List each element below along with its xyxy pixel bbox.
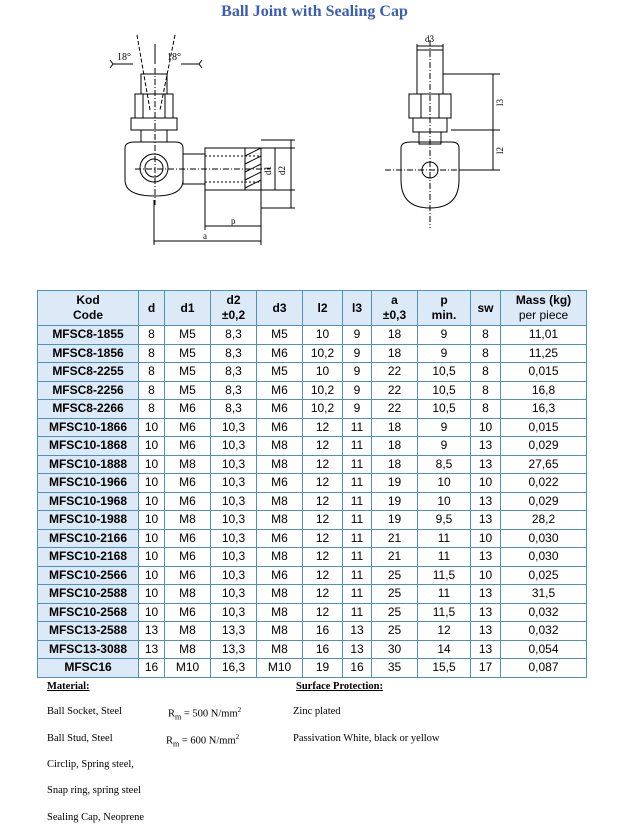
table-header-row: [38, 291, 587, 326]
table-cell: 11: [343, 603, 372, 622]
table-body: [38, 326, 587, 678]
table-cell: 13: [471, 437, 501, 456]
table-cell: 10,2: [303, 344, 343, 363]
table-cell: 10,3: [211, 603, 257, 622]
material-heading: Material:: [47, 681, 90, 692]
table-cell: 8: [139, 381, 165, 400]
table-cell: M6: [165, 566, 211, 585]
table-cell: 11: [343, 548, 372, 567]
table-cell: 10,3: [211, 548, 257, 567]
table-cell: 13: [471, 622, 501, 641]
table-cell: 10,3: [211, 455, 257, 474]
table-cell: 10,3: [211, 474, 257, 493]
table-cell: M8: [165, 511, 211, 530]
table-cell: 10: [139, 585, 165, 604]
table-cell: 8,5: [418, 455, 471, 474]
table-cell: 25: [372, 585, 418, 604]
table-row: [38, 381, 587, 400]
d3-label: d3: [425, 34, 434, 44]
table-cell: M8: [257, 455, 303, 474]
table-cell: M6: [165, 603, 211, 622]
table-cell: 9: [343, 344, 372, 363]
table-cell: 16,3: [501, 400, 587, 419]
table-cell: 10,3: [211, 437, 257, 456]
table-cell: 8,3: [211, 344, 257, 363]
table-cell: 17: [471, 659, 501, 678]
product-code-cell: MFSC8-2256: [38, 381, 139, 400]
table-cell: 12: [303, 603, 343, 622]
table-cell: 16,3: [211, 659, 257, 678]
table-cell: 18: [372, 326, 418, 345]
table-cell: M5: [165, 381, 211, 400]
table-cell: 12: [303, 455, 343, 474]
table-cell: 16,8: [501, 381, 587, 400]
table-cell: 35: [372, 659, 418, 678]
table-cell: M8: [257, 622, 303, 641]
table-cell: 13: [471, 585, 501, 604]
column-header: p min.: [418, 291, 471, 326]
product-code-cell: MFSC10-1968: [38, 492, 139, 511]
table-cell: 11: [418, 529, 471, 548]
table-cell: M8: [257, 437, 303, 456]
table-cell: 12: [303, 418, 343, 437]
table-cell: 19: [372, 474, 418, 493]
table-cell: 10,5: [418, 363, 471, 382]
table-cell: M6: [165, 400, 211, 419]
table-cell: 0,032: [501, 603, 587, 622]
table-cell: M6: [257, 529, 303, 548]
table-cell: M8: [165, 585, 211, 604]
table-cell: 10,3: [211, 492, 257, 511]
l2-label: l2: [495, 146, 505, 154]
table-cell: M8: [257, 548, 303, 567]
table-cell: 11: [343, 511, 372, 530]
column-header: l2: [303, 291, 343, 326]
table-cell: M6: [165, 548, 211, 567]
product-code-cell: MFSC13-2588: [38, 622, 139, 641]
table-row: [38, 603, 587, 622]
table-cell: 0,087: [501, 659, 587, 678]
table-cell: 0,030: [501, 548, 587, 567]
table-cell: 8: [471, 363, 501, 382]
table-cell: 13: [139, 640, 165, 659]
table-row: [38, 622, 587, 641]
table-cell: 11: [343, 585, 372, 604]
table-cell: 18: [372, 418, 418, 437]
table-cell: M10: [165, 659, 211, 678]
table-cell: 18: [372, 344, 418, 363]
table-row: [38, 548, 587, 567]
table-cell: 0,015: [501, 363, 587, 382]
column-header: Mass (kg) per piece: [501, 291, 587, 326]
product-code-cell: MFSC8-2255: [38, 363, 139, 382]
table-row: [38, 474, 587, 493]
table-row: [38, 363, 587, 382]
table-cell: 8: [471, 344, 501, 363]
table-cell: 12: [303, 474, 343, 493]
table-cell: 12: [303, 511, 343, 530]
ball-stud-text: Ball Stud, Steel: [47, 733, 113, 744]
table-cell: M6: [165, 529, 211, 548]
table-cell: 25: [372, 566, 418, 585]
angle-right-label: 18°: [167, 52, 181, 63]
product-code-cell: MFSC16: [38, 659, 139, 678]
table-cell: 28,2: [501, 511, 587, 530]
table-cell: 10,2: [303, 400, 343, 419]
table-cell: 12: [303, 566, 343, 585]
table-cell: 11: [343, 455, 372, 474]
spec-table: [37, 290, 587, 678]
product-code-cell: MFSC8-1856: [38, 344, 139, 363]
table-cell: 13: [471, 640, 501, 659]
circlip-text: Circlip, Spring steel,: [47, 759, 134, 770]
table-cell: 0,029: [501, 492, 587, 511]
table-cell: 10: [139, 437, 165, 456]
table-cell: M6: [257, 381, 303, 400]
table-cell: 11: [343, 492, 372, 511]
table-cell: M8: [165, 622, 211, 641]
column-header: l3: [343, 291, 372, 326]
table-row: [38, 659, 587, 678]
table-cell: 10,5: [418, 400, 471, 419]
table-cell: M6: [257, 566, 303, 585]
table-cell: 19: [303, 659, 343, 678]
table-row: [38, 455, 587, 474]
table-cell: 8: [471, 400, 501, 419]
passivation-text: Passivation White, black or yellow: [293, 733, 440, 744]
table-cell: 10: [471, 418, 501, 437]
table-cell: M5: [257, 326, 303, 345]
table-cell: 13: [139, 622, 165, 641]
table-cell: M10: [257, 659, 303, 678]
table-cell: 10: [139, 418, 165, 437]
surface-heading: Surface Protection:: [296, 681, 383, 692]
table-cell: 10: [139, 511, 165, 530]
product-code-cell: MFSC13-3088: [38, 640, 139, 659]
ball-socket-text: Ball Socket, Steel: [47, 706, 122, 717]
product-code-cell: MFSC8-2266: [38, 400, 139, 419]
table-cell: M8: [257, 585, 303, 604]
table-cell: 10: [418, 474, 471, 493]
table-cell: 12: [303, 529, 343, 548]
table-cell: 9: [343, 381, 372, 400]
table-cell: 11: [343, 437, 372, 456]
table-cell: M6: [165, 474, 211, 493]
table-cell: 8: [139, 326, 165, 345]
table-cell: 10,3: [211, 566, 257, 585]
table-cell: M6: [257, 400, 303, 419]
table-cell: 8,3: [211, 400, 257, 419]
table-cell: 0,029: [501, 437, 587, 456]
table-cell: 9: [343, 400, 372, 419]
product-code-cell: MFSC10-1966: [38, 474, 139, 493]
table-cell: 31,5: [501, 585, 587, 604]
table-cell: 10: [303, 363, 343, 382]
table-cell: 16: [139, 659, 165, 678]
table-cell: 0,025: [501, 566, 587, 585]
table-cell: 13: [343, 640, 372, 659]
product-code-cell: MFSC10-2566: [38, 566, 139, 585]
ball-joint-drawing: [95, 30, 515, 250]
table-cell: 12: [303, 585, 343, 604]
column-header: d1: [165, 291, 211, 326]
table-cell: 10: [139, 474, 165, 493]
table-cell: 9: [418, 418, 471, 437]
table-cell: 0,030: [501, 529, 587, 548]
table-row: [38, 437, 587, 456]
table-cell: 15,5: [418, 659, 471, 678]
column-header: d3: [257, 291, 303, 326]
table-row: [38, 492, 587, 511]
table-cell: 8: [471, 326, 501, 345]
table-cell: 10: [139, 492, 165, 511]
table-cell: 11: [343, 418, 372, 437]
table-cell: M6: [257, 418, 303, 437]
table-cell: 10,3: [211, 511, 257, 530]
table-cell: 21: [372, 548, 418, 567]
table-row: [38, 400, 587, 419]
page-title: Ball Joint with Sealing Cap: [221, 3, 408, 20]
table-row: [38, 326, 587, 345]
table-cell: 10: [303, 326, 343, 345]
table-cell: 10: [139, 603, 165, 622]
table-cell: 8: [139, 400, 165, 419]
table-cell: 12: [303, 437, 343, 456]
table-cell: 13: [343, 622, 372, 641]
table-cell: 11: [343, 474, 372, 493]
table-cell: 13,3: [211, 622, 257, 641]
table-cell: 12: [418, 622, 471, 641]
ball-socket-rm: $R_m = 500$ $N/mm^2$: [168, 706, 242, 722]
table-cell: 21: [372, 529, 418, 548]
table-cell: 10,5: [418, 381, 471, 400]
table-cell: 30: [372, 640, 418, 659]
table-cell: 10,2: [303, 381, 343, 400]
product-code-cell: MFSC10-2166: [38, 529, 139, 548]
table-cell: M8: [257, 511, 303, 530]
table-cell: 10: [471, 529, 501, 548]
table-cell: 12: [303, 548, 343, 567]
table-cell: M5: [165, 344, 211, 363]
table-cell: 10: [471, 566, 501, 585]
table-cell: 0,015: [501, 418, 587, 437]
table-row: [38, 418, 587, 437]
table-cell: 11,5: [418, 603, 471, 622]
table-cell: 10: [139, 529, 165, 548]
table-row: [38, 344, 587, 363]
table-cell: M8: [257, 492, 303, 511]
column-header: a ±0,3: [372, 291, 418, 326]
product-code-cell: MFSC10-2568: [38, 603, 139, 622]
table-cell: 0,032: [501, 622, 587, 641]
table-cell: 19: [372, 492, 418, 511]
table-cell: 11: [418, 585, 471, 604]
table-cell: 27,65: [501, 455, 587, 474]
table-cell: M5: [165, 326, 211, 345]
product-code-cell: MFSC10-1868: [38, 437, 139, 456]
table-cell: 10: [471, 474, 501, 493]
table-cell: 10,3: [211, 529, 257, 548]
product-code-cell: MFSC8-1855: [38, 326, 139, 345]
table-cell: 13: [471, 548, 501, 567]
table-cell: M6: [165, 492, 211, 511]
table-cell: 13: [471, 492, 501, 511]
table-cell: 11,25: [501, 344, 587, 363]
table-cell: 8: [139, 344, 165, 363]
table-cell: M6: [165, 418, 211, 437]
table-cell: 8: [471, 381, 501, 400]
table-cell: 9: [418, 344, 471, 363]
d1-label: d1: [263, 166, 273, 175]
table-cell: 9: [418, 437, 471, 456]
table-cell: 12: [303, 492, 343, 511]
product-code-cell: MFSC10-1988: [38, 511, 139, 530]
table-row: [38, 511, 587, 530]
table-cell: 11: [343, 529, 372, 548]
table-cell: 25: [372, 603, 418, 622]
table-cell: 9: [343, 363, 372, 382]
table-cell: M8: [257, 603, 303, 622]
table-row: [38, 529, 587, 548]
table-row: [38, 566, 587, 585]
table-cell: 9: [343, 326, 372, 345]
table-cell: 10: [418, 492, 471, 511]
table-cell: 8,3: [211, 381, 257, 400]
table-cell: M8: [165, 640, 211, 659]
table-cell: 0,022: [501, 474, 587, 493]
table-cell: 22: [372, 381, 418, 400]
table-cell: 19: [372, 511, 418, 530]
table-cell: 8: [139, 363, 165, 382]
table-cell: 9: [418, 326, 471, 345]
table-cell: 11,01: [501, 326, 587, 345]
table-cell: 22: [372, 363, 418, 382]
product-code-cell: MFSC10-1888: [38, 455, 139, 474]
product-code-cell: MFSC10-1866: [38, 418, 139, 437]
angle-left-label: 18°: [117, 52, 131, 63]
snap-ring-text: Snap ring, spring steel: [47, 785, 141, 796]
table-cell: 10,3: [211, 585, 257, 604]
table-cell: 8,3: [211, 326, 257, 345]
table-cell: 14: [418, 640, 471, 659]
table-cell: M5: [257, 363, 303, 382]
table-cell: M8: [257, 640, 303, 659]
ball-stud-rm: $R_m = 600$ $N/mm^2$: [166, 733, 240, 749]
column-header: sw: [471, 291, 501, 326]
table-cell: 0,054: [501, 640, 587, 659]
table-cell: M6: [165, 437, 211, 456]
table-cell: 18: [372, 437, 418, 456]
table-cell: 13: [471, 455, 501, 474]
column-header: d2 ±0,2: [211, 291, 257, 326]
table-cell: 11: [343, 566, 372, 585]
table-cell: 22: [372, 400, 418, 419]
table-cell: M8: [165, 455, 211, 474]
table-cell: 16: [343, 659, 372, 678]
table-cell: 13: [471, 603, 501, 622]
product-code-cell: MFSC10-2588: [38, 585, 139, 604]
table-row: [38, 640, 587, 659]
table-cell: 10: [139, 566, 165, 585]
table-cell: 10: [139, 548, 165, 567]
table-cell: M6: [257, 344, 303, 363]
table-cell: 9,5: [418, 511, 471, 530]
table-cell: 25: [372, 622, 418, 641]
sealing-cap-text: Sealing Cap, Neoprene: [47, 812, 145, 823]
column-header: d: [139, 291, 165, 326]
table-cell: 11: [418, 548, 471, 567]
product-code-cell: MFSC10-2168: [38, 548, 139, 567]
table-cell: M5: [165, 363, 211, 382]
table-cell: 11,5: [418, 566, 471, 585]
table-cell: 13,3: [211, 640, 257, 659]
table-cell: 18: [372, 455, 418, 474]
table-cell: 10: [139, 455, 165, 474]
table-cell: 10,3: [211, 418, 257, 437]
table-cell: 16: [303, 622, 343, 641]
d2-label: d2: [277, 166, 287, 175]
table-row: [38, 585, 587, 604]
table-cell: M6: [257, 474, 303, 493]
table-cell: 8,3: [211, 363, 257, 382]
table-cell: 16: [303, 640, 343, 659]
zinc-text: Zinc plated: [293, 706, 341, 717]
l3-label: l3: [495, 98, 505, 106]
column-header: Kod Code: [38, 291, 139, 326]
table-cell: 13: [471, 511, 501, 530]
a-label: a: [203, 231, 207, 241]
p-label: p: [231, 216, 236, 226]
